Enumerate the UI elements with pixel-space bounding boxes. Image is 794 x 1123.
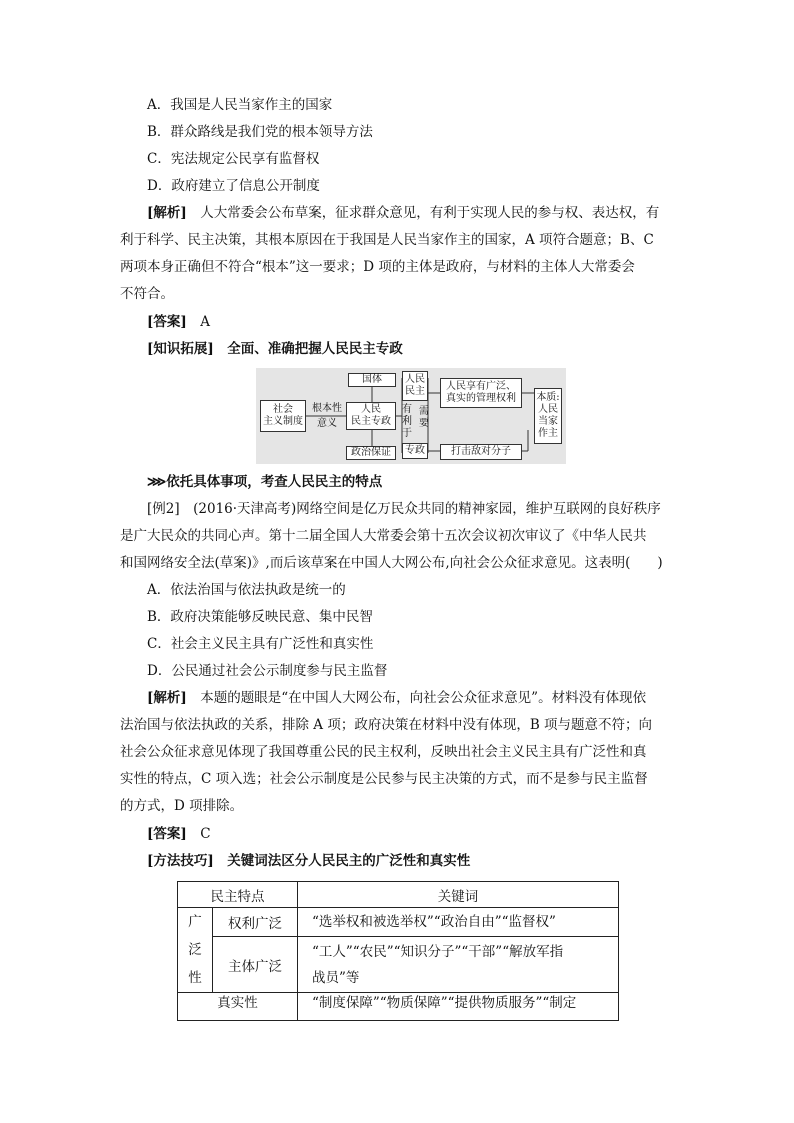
- rights-box: 人民享有广泛、 真实的管理权利: [440, 378, 522, 408]
- knowledge-extension: [知识拓展] 全面、准确把握人民民主专政: [147, 341, 403, 357]
- analysis2-line3: 社会公众征求意见体现了我国尊重公民的民主权利，反映出社会主义民主具有广泛性和真: [120, 744, 647, 760]
- strike-enemies-box: 打击敌对分子: [440, 444, 522, 460]
- method-tip: [方法技巧] 关键词法区分人民民主的广泛性和真实性: [147, 853, 471, 869]
- option2-a: A．依法治国与依法执政是统一的: [147, 582, 346, 598]
- real-label: 真实性: [178, 993, 298, 1021]
- analysis2-line5: 的方式，D 项排除。: [120, 798, 244, 814]
- option2-d: D．公民通过社会公示制度参与民主监督: [147, 663, 388, 679]
- state-system-box: 国体: [348, 373, 396, 387]
- rights-label: 权利广泛: [213, 908, 298, 937]
- analysis2-line1: [解析] 本题的题眼是“在中国人大网公布，向社会公众征求意见”。材料没有体现依: [147, 690, 647, 706]
- table-header-row: [178, 882, 619, 908]
- table-row-rights: [178, 908, 619, 937]
- people-democracy-box: 人民 民主: [402, 371, 428, 401]
- broad-label: 广 泛 性: [178, 908, 213, 993]
- analysis1-line3: 两项本身正确但不符合“根本”这一要求；D 项的主体是政府，与材料的主体人大常委会: [120, 259, 635, 275]
- subject-label: 主体广泛: [213, 937, 298, 993]
- option2-b: B．政府决策能够反映民意、集中民智: [147, 609, 373, 625]
- option2-c: C．社会主义民主具有广泛性和真实性: [147, 636, 374, 652]
- analysis1-line1: [解析] 人大常委会公布草案，征求群众意见，有利于实现人民的参与权、表达权，有: [147, 205, 660, 221]
- dictatorship-box: 人民 民主专政: [346, 402, 396, 430]
- option-b: B．群众路线是我们党的根本领导方法: [147, 124, 373, 140]
- table-row-real: [178, 993, 619, 1021]
- analysis1-line4: 不符合。: [120, 286, 174, 302]
- analysis2-line4: 实性的特点，C 项入选；社会公示制度是公民参与民主决策的方式，而不是参与民主监督: [120, 771, 648, 787]
- essence-box: 本质: 人民 当家 作主: [534, 388, 562, 444]
- democracy-keyword-table: [177, 881, 619, 1021]
- analysis1-line2: 利于科学、民主决策，其根本原因在于我国是人民当家作主的国家，A 项符合题意；B、C: [120, 232, 654, 248]
- root-label: 根本性: [312, 403, 342, 414]
- option-c: C．宪法规定公民享有监督权: [147, 151, 320, 167]
- answer1: [答案] A: [147, 314, 211, 330]
- example2-line3: 和国网络安全法(草案)》,而后该草案在中国人大网公布,向社会公众征求意见。这表明( ): [120, 555, 663, 571]
- beneficial-label: 有 利 于: [402, 404, 412, 439]
- socialist-system-box: 社会 主义制度: [260, 400, 306, 432]
- header-feature: 民主特点: [178, 882, 298, 908]
- real-keywords: “制度保障”“物质保障”“提供物质服务”“制定: [298, 993, 619, 1021]
- option-a: A．我国是人民当家作主的国家: [147, 97, 333, 113]
- analysis1-tag: [解析]: [147, 205, 187, 221]
- need-label: 需 要: [419, 406, 429, 429]
- meaning-label: 意义: [317, 418, 337, 429]
- dictatorship-short-box: 专政: [402, 443, 428, 459]
- people-democratic-dictatorship-diagram: [256, 368, 566, 464]
- analysis2-line2: 法治国与依法执政的关系，排除 A 项；政府决策在材料中没有体现，B 项与题意不符；向: [120, 717, 653, 733]
- example2-line1: [例2] (2016·天津高考)网络空间是亿万民众共同的精神家园，维护互联网的良好秩序: [147, 501, 661, 517]
- example2-line2: 是广大民众的共同心声。第十二届全国人大常委会第十五次会议初次审议了《中华人民共: [120, 528, 647, 544]
- political-guarantee-box: 政治保证: [346, 446, 396, 460]
- subject-keywords: “工人”“农民”“知识分子”“干部”“解放军指 战员”等: [298, 937, 619, 993]
- rights-keywords: “选举权和被选举权”“政治自由”“监督权”: [298, 908, 619, 937]
- header-keywords: 关键词: [298, 882, 619, 908]
- table-row-subject: [178, 937, 619, 993]
- answer2: [答案] C: [147, 826, 211, 842]
- topic-heading: ⋙依托具体事项，考查人民民主的特点: [147, 474, 383, 490]
- option-d: D．政府建立了信息公开制度: [147, 178, 320, 194]
